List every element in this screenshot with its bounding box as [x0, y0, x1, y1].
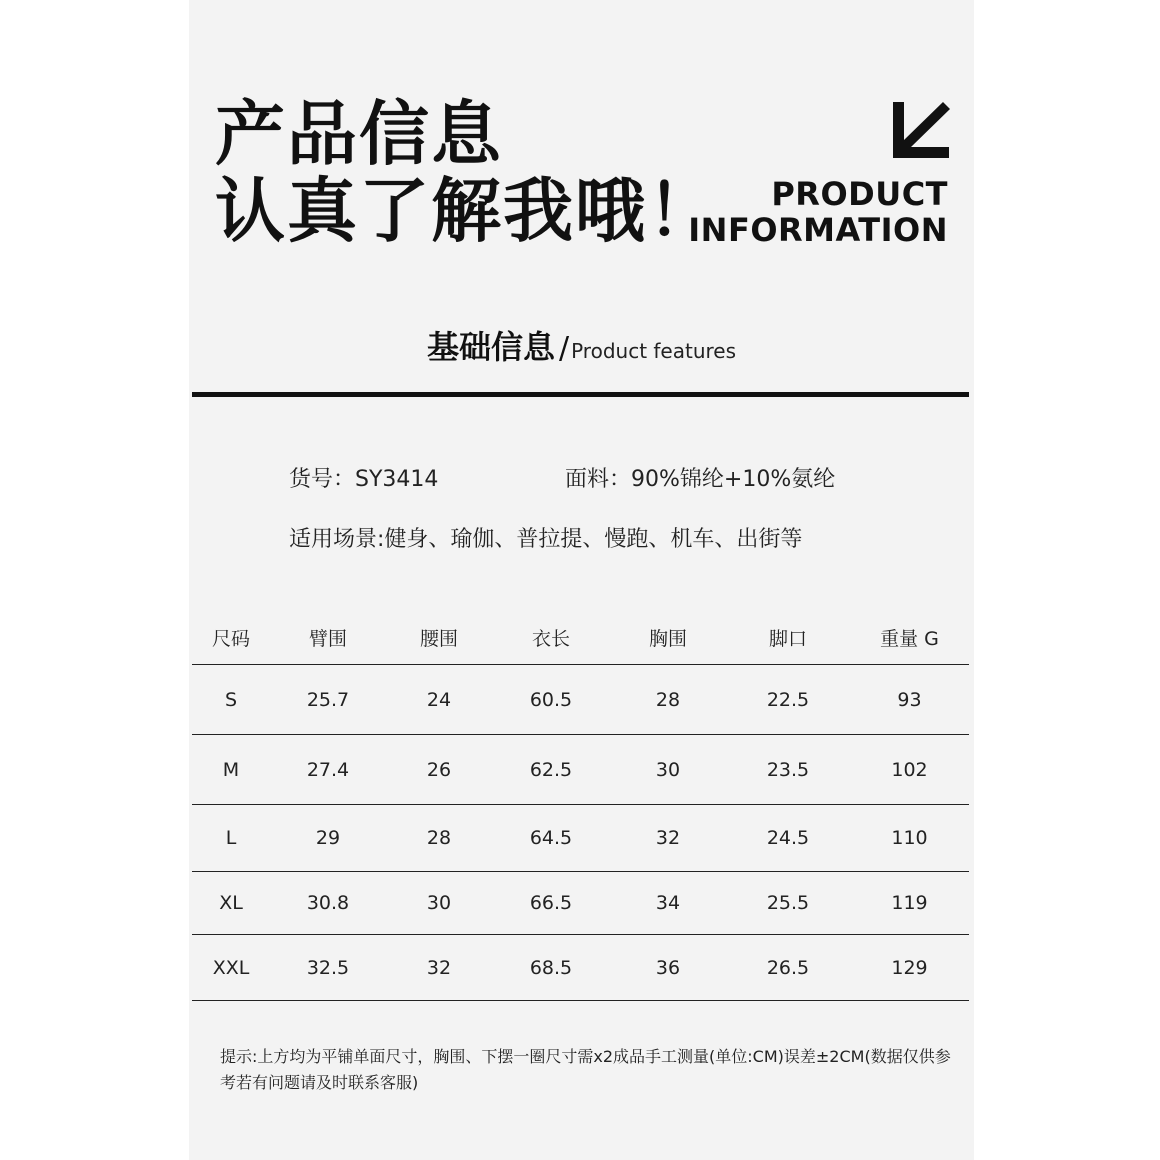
- cell-arm: 29: [270, 805, 386, 872]
- fabric-text: 面料：90%锦纶+10%氨纶: [565, 467, 836, 492]
- section-heading: [189, 322, 974, 368]
- cell-waist: 28: [386, 805, 492, 872]
- header-arm: 臂围: [270, 610, 386, 665]
- cell-chest: 36: [610, 935, 726, 1001]
- cell-length: 62.5: [492, 735, 610, 805]
- cell-arm: 27.4: [270, 735, 386, 805]
- cell-weight: 119: [850, 872, 969, 935]
- cell-chest: 32: [610, 805, 726, 872]
- cell-hem: 26.5: [726, 935, 850, 1001]
- cell-arm: 32.5: [270, 935, 386, 1001]
- cell-length: 60.5: [492, 665, 610, 735]
- cell-length: 68.5: [492, 935, 610, 1001]
- cell-weight: 129: [850, 935, 969, 1001]
- header-size: 尺码: [192, 610, 270, 665]
- hero-title-en-line-1: PRODUCT: [771, 175, 948, 213]
- table-header-row: [192, 610, 969, 665]
- header-hem: 脚口: [726, 610, 850, 665]
- arrow-down-left-icon: [889, 100, 951, 162]
- cell-hem: 22.5: [726, 665, 850, 735]
- header-chest: 胸围: [610, 610, 726, 665]
- header-length: 衣长: [492, 610, 610, 665]
- section-divider: [192, 392, 969, 397]
- hero-title-en-line-2: INFORMATION: [688, 211, 948, 249]
- table-row: [192, 735, 969, 805]
- cell-waist: 26: [386, 735, 492, 805]
- cell-size: XXL: [192, 935, 270, 1001]
- size-chart-table: [192, 610, 969, 1001]
- table-row: [192, 872, 969, 935]
- table-row: [192, 935, 969, 1001]
- hero-title-line-1: 产品信息: [215, 93, 503, 175]
- cell-weight: 93: [850, 665, 969, 735]
- cell-length: 66.5: [492, 872, 610, 935]
- section-heading-cn: 基础信息: [426, 328, 555, 366]
- cell-hem: 24.5: [726, 805, 850, 872]
- cell-weight: 110: [850, 805, 969, 872]
- cell-size: M: [192, 735, 270, 805]
- cell-waist: 24: [386, 665, 492, 735]
- hero-title-cn: [215, 93, 719, 252]
- header-weight: 重量 G: [850, 610, 969, 665]
- header-waist: 腰围: [386, 610, 492, 665]
- cell-length: 64.5: [492, 805, 610, 872]
- cell-chest: 34: [610, 872, 726, 935]
- product-info-panel: [189, 0, 974, 1160]
- table-row: [192, 805, 969, 872]
- cell-arm: 25.7: [270, 665, 386, 735]
- hero-title-en: [688, 176, 948, 248]
- sku-text: 货号：SY3414: [289, 467, 439, 492]
- cell-waist: 32: [386, 935, 492, 1001]
- cell-arm: 30.8: [270, 872, 386, 935]
- section-heading-en: Product features: [571, 339, 737, 363]
- cell-chest: 28: [610, 665, 726, 735]
- cell-size: XL: [192, 872, 270, 935]
- cell-size: L: [192, 805, 270, 872]
- measurement-note: 提示:上方均为平铺单面尺寸，胸围、下摆一圈尺寸需x2成品手工测量(单位:CM)误差±2CM(数据仅供参考若有问题请及时联系客服): [220, 1047, 951, 1092]
- cell-chest: 30: [610, 735, 726, 805]
- cell-waist: 30: [386, 872, 492, 935]
- cell-size: S: [192, 665, 270, 735]
- cell-hem: 23.5: [726, 735, 850, 805]
- cell-weight: 102: [850, 735, 969, 805]
- section-heading-separator: /: [558, 331, 570, 366]
- scenes-text: 适用场景:健身、瑜伽、普拉提、慢跑、机车、出街等: [289, 527, 803, 552]
- table-row: [192, 665, 969, 735]
- hero-title-line-2: 认真了解我哦！: [215, 170, 719, 252]
- cell-hem: 25.5: [726, 872, 850, 935]
